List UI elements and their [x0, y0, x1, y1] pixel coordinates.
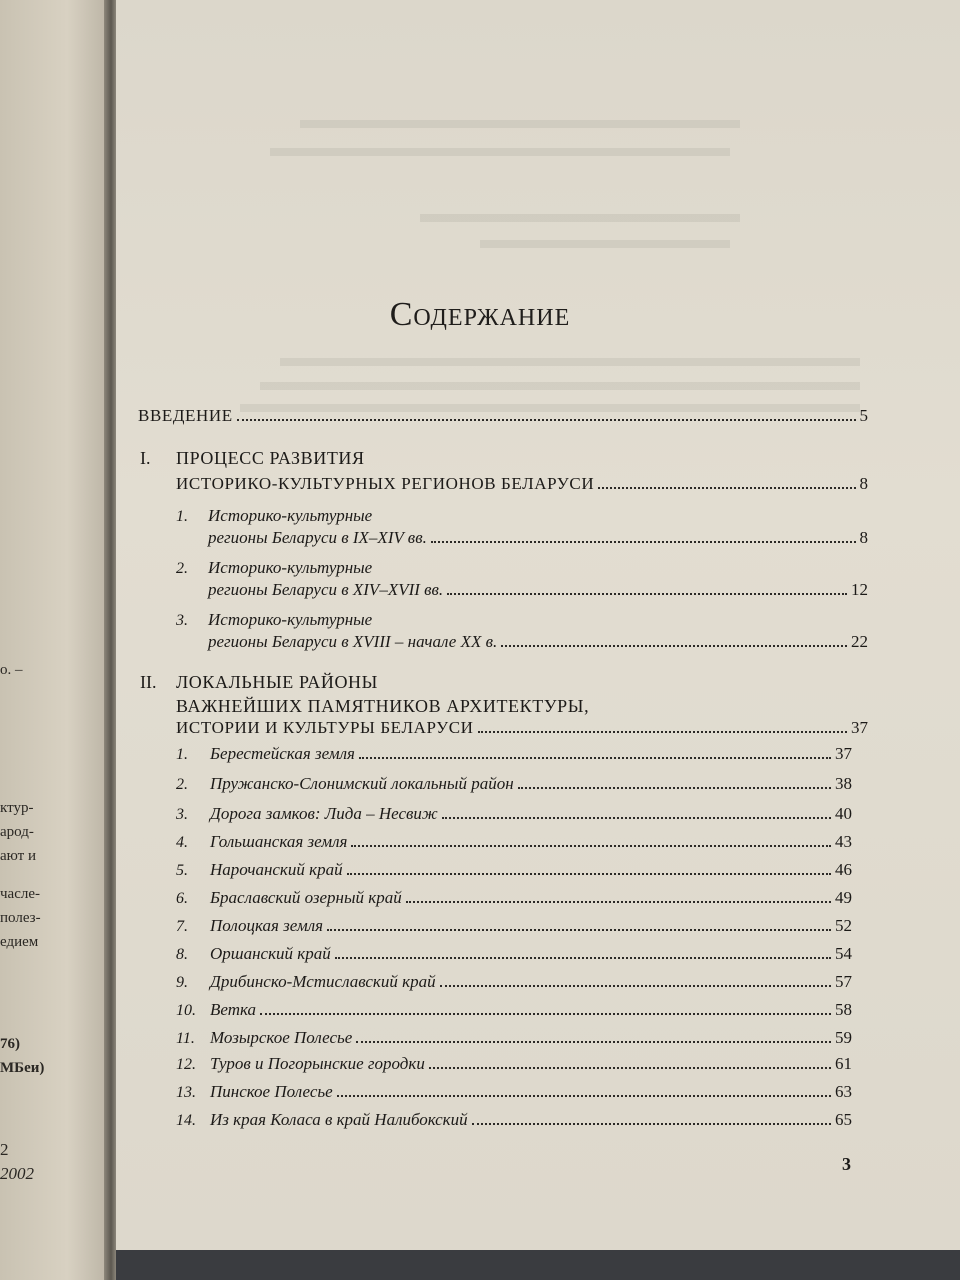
- subsection-number: 6.: [176, 890, 188, 907]
- subsection-title: Из края Коласа в край Налибокский: [210, 1110, 468, 1129]
- subsection-title: Мозырское Полесье: [210, 1028, 353, 1047]
- toc-subsection[interactable]: [176, 860, 852, 880]
- subsection-number: 12.: [176, 1056, 196, 1073]
- leader-dots: [260, 1013, 831, 1015]
- leader-dots: [351, 845, 831, 847]
- subsection-number: 8.: [176, 946, 188, 963]
- toc-subsection[interactable]: [176, 804, 852, 824]
- toc-page-number: 37: [851, 718, 868, 737]
- subsection-title-line: Историко-культурные: [208, 506, 373, 525]
- leader-dots: [447, 593, 847, 595]
- subsection-title-line: регионы Беларуси в IX–XIV вв.: [208, 528, 427, 547]
- subsection-title-line: Историко-культурные: [208, 558, 373, 577]
- leader-dots: [429, 1067, 831, 1069]
- subsection-title-line: регионы Беларуси в XIV–XVII вв.: [208, 580, 444, 599]
- toc-subsection[interactable]: [176, 888, 852, 908]
- toc-page-number: 8: [859, 528, 868, 547]
- leader-dots: [478, 731, 847, 733]
- leader-dots: [440, 985, 831, 987]
- subsection-number: 9.: [176, 974, 188, 991]
- toc-page-number: 57: [835, 972, 852, 991]
- page-shadow: [116, 1250, 960, 1280]
- subsection-title: Браславский озерный край: [210, 888, 402, 907]
- leader-dots: [359, 757, 831, 759]
- toc-page-number: 43: [835, 832, 852, 851]
- subsection-number: 13.: [176, 1084, 196, 1101]
- leader-dots: [518, 787, 831, 789]
- leader-dots: [237, 419, 856, 421]
- toc-entry-intro[interactable]: [138, 406, 868, 426]
- toc-page-number: 63: [835, 1082, 852, 1101]
- leader-dots: [327, 929, 831, 931]
- leader-dots: [598, 487, 855, 489]
- toc-title: Содержание: [389, 296, 571, 333]
- leader-dots: [337, 1095, 831, 1097]
- subsection-number: 4.: [176, 834, 188, 851]
- toc-subsection[interactable]: [176, 1000, 852, 1020]
- facing-page-fragment: арод-: [0, 824, 34, 840]
- subsection-number: 7.: [176, 918, 188, 935]
- section-number: II.: [140, 672, 157, 692]
- section-number: I.: [140, 448, 151, 468]
- facing-page: [0, 0, 112, 1280]
- leader-dots: [431, 541, 856, 543]
- facing-page-fragment: о. –: [0, 662, 23, 678]
- section-title-line: ИСТОРИИ И КУЛЬТУРЫ БЕЛАРУСИ: [176, 718, 474, 737]
- toc-section-2[interactable]: [176, 718, 868, 738]
- toc-page-number: 5: [859, 406, 868, 425]
- toc-subsection[interactable]: [176, 916, 852, 936]
- subsection-number: 2.: [176, 560, 188, 577]
- leader-dots: [406, 901, 831, 903]
- subsection-title: Дрибинско-Мстиславский край: [210, 972, 436, 991]
- section-title-line: ВАЖНЕЙШИХ ПАМЯТНИКОВ АРХИТЕКТУРЫ,: [176, 696, 590, 716]
- facing-page-fragment: 2: [0, 1140, 9, 1159]
- subsection-title: Туров и Погорынские городки: [210, 1054, 425, 1073]
- facing-page-fragment: 76): [0, 1036, 20, 1052]
- toc-page-number: 38: [835, 774, 852, 793]
- subsection-title: Гольшанская земля: [210, 832, 348, 851]
- toc-subsection[interactable]: [176, 1028, 852, 1048]
- toc-page-number: 52: [835, 916, 852, 935]
- subsection-title: Нарочанский край: [210, 860, 343, 879]
- toc-subsection[interactable]: [208, 528, 868, 548]
- subsection-title: Берестейская земля: [210, 744, 355, 763]
- subsection-number: 11.: [176, 1030, 195, 1047]
- subsection-title-line: Историко-культурные: [208, 610, 373, 629]
- toc-page-number: 22: [851, 632, 868, 651]
- facing-page-fragment: часле-: [0, 886, 40, 902]
- toc-subsection[interactable]: [176, 944, 852, 964]
- subsection-title: Пружанско-Слонимский локальный район: [210, 774, 514, 793]
- subsection-title: Оршанский край: [210, 944, 331, 963]
- subsection-number: 14.: [176, 1112, 196, 1129]
- toc-page-number: 65: [835, 1110, 852, 1129]
- toc-entry-label: ВВЕДЕНИЕ: [138, 406, 233, 425]
- toc-subsection[interactable]: [208, 580, 868, 600]
- subsection-number: 2.: [176, 776, 188, 793]
- toc-page-number: 12: [851, 580, 868, 599]
- toc-subsection[interactable]: [176, 1082, 852, 1102]
- leader-dots: [501, 645, 847, 647]
- facing-page-fragment: 2002: [0, 1164, 34, 1183]
- toc-page-number: 61: [835, 1054, 852, 1073]
- facing-page-fragment: ают и: [0, 848, 36, 864]
- facing-page-fragment: едием: [0, 934, 39, 950]
- leader-dots: [335, 957, 831, 959]
- toc-subsection[interactable]: [176, 744, 852, 764]
- subsection-number: 1.: [176, 508, 188, 525]
- leader-dots: [347, 873, 831, 875]
- section-title-line: ИСТОРИКО-КУЛЬТУРНЫХ РЕГИОНОВ БЕЛАРУСИ: [176, 474, 595, 493]
- toc-page-number: 58: [835, 1000, 852, 1019]
- subsection-number: 5.: [176, 862, 188, 879]
- subsection-number: 3.: [176, 612, 188, 629]
- toc-subsection[interactable]: [176, 774, 852, 794]
- toc-subsection[interactable]: [176, 1110, 852, 1130]
- leader-dots: [472, 1123, 831, 1125]
- toc-subsection[interactable]: [176, 832, 852, 852]
- toc-page-number: 59: [835, 1028, 852, 1047]
- toc-page-number: 37: [835, 744, 852, 763]
- section-title-line: ПРОЦЕСС РАЗВИТИЯ: [176, 448, 365, 468]
- toc-subsection[interactable]: [176, 972, 852, 992]
- leader-dots: [442, 817, 831, 819]
- page-number: 3: [842, 1154, 851, 1174]
- facing-page-fragment: МБеи): [0, 1060, 45, 1076]
- toc-section-1[interactable]: [176, 474, 868, 494]
- subsection-number: 10.: [176, 1002, 196, 1019]
- toc-page-number: 46: [835, 860, 852, 879]
- subsection-title: Ветка: [210, 1000, 257, 1019]
- facing-page-fragment: ктур-: [0, 800, 34, 816]
- toc-page-number: 40: [835, 804, 852, 823]
- subsection-number: 1.: [176, 746, 188, 763]
- toc-subsection[interactable]: [176, 1054, 852, 1074]
- toc-page-number: 8: [859, 474, 868, 493]
- section-title-line: ЛОКАЛЬНЫЕ РАЙОНЫ: [176, 672, 378, 692]
- subsection-title: Дорога замков: Лида – Несвиж: [210, 804, 438, 823]
- toc-page-number: 54: [835, 944, 852, 963]
- subsection-number: 3.: [176, 806, 188, 823]
- subsection-title: Пинское Полесье: [210, 1082, 333, 1101]
- toc-page-number: 49: [835, 888, 852, 907]
- subsection-title-line: регионы Беларуси в XVIII – начале XX в.: [208, 632, 498, 651]
- toc-subsection[interactable]: [208, 632, 868, 652]
- leader-dots: [356, 1041, 831, 1043]
- subsection-title: Полоцкая земля: [210, 916, 324, 935]
- facing-page-fragment: полез-: [0, 910, 41, 926]
